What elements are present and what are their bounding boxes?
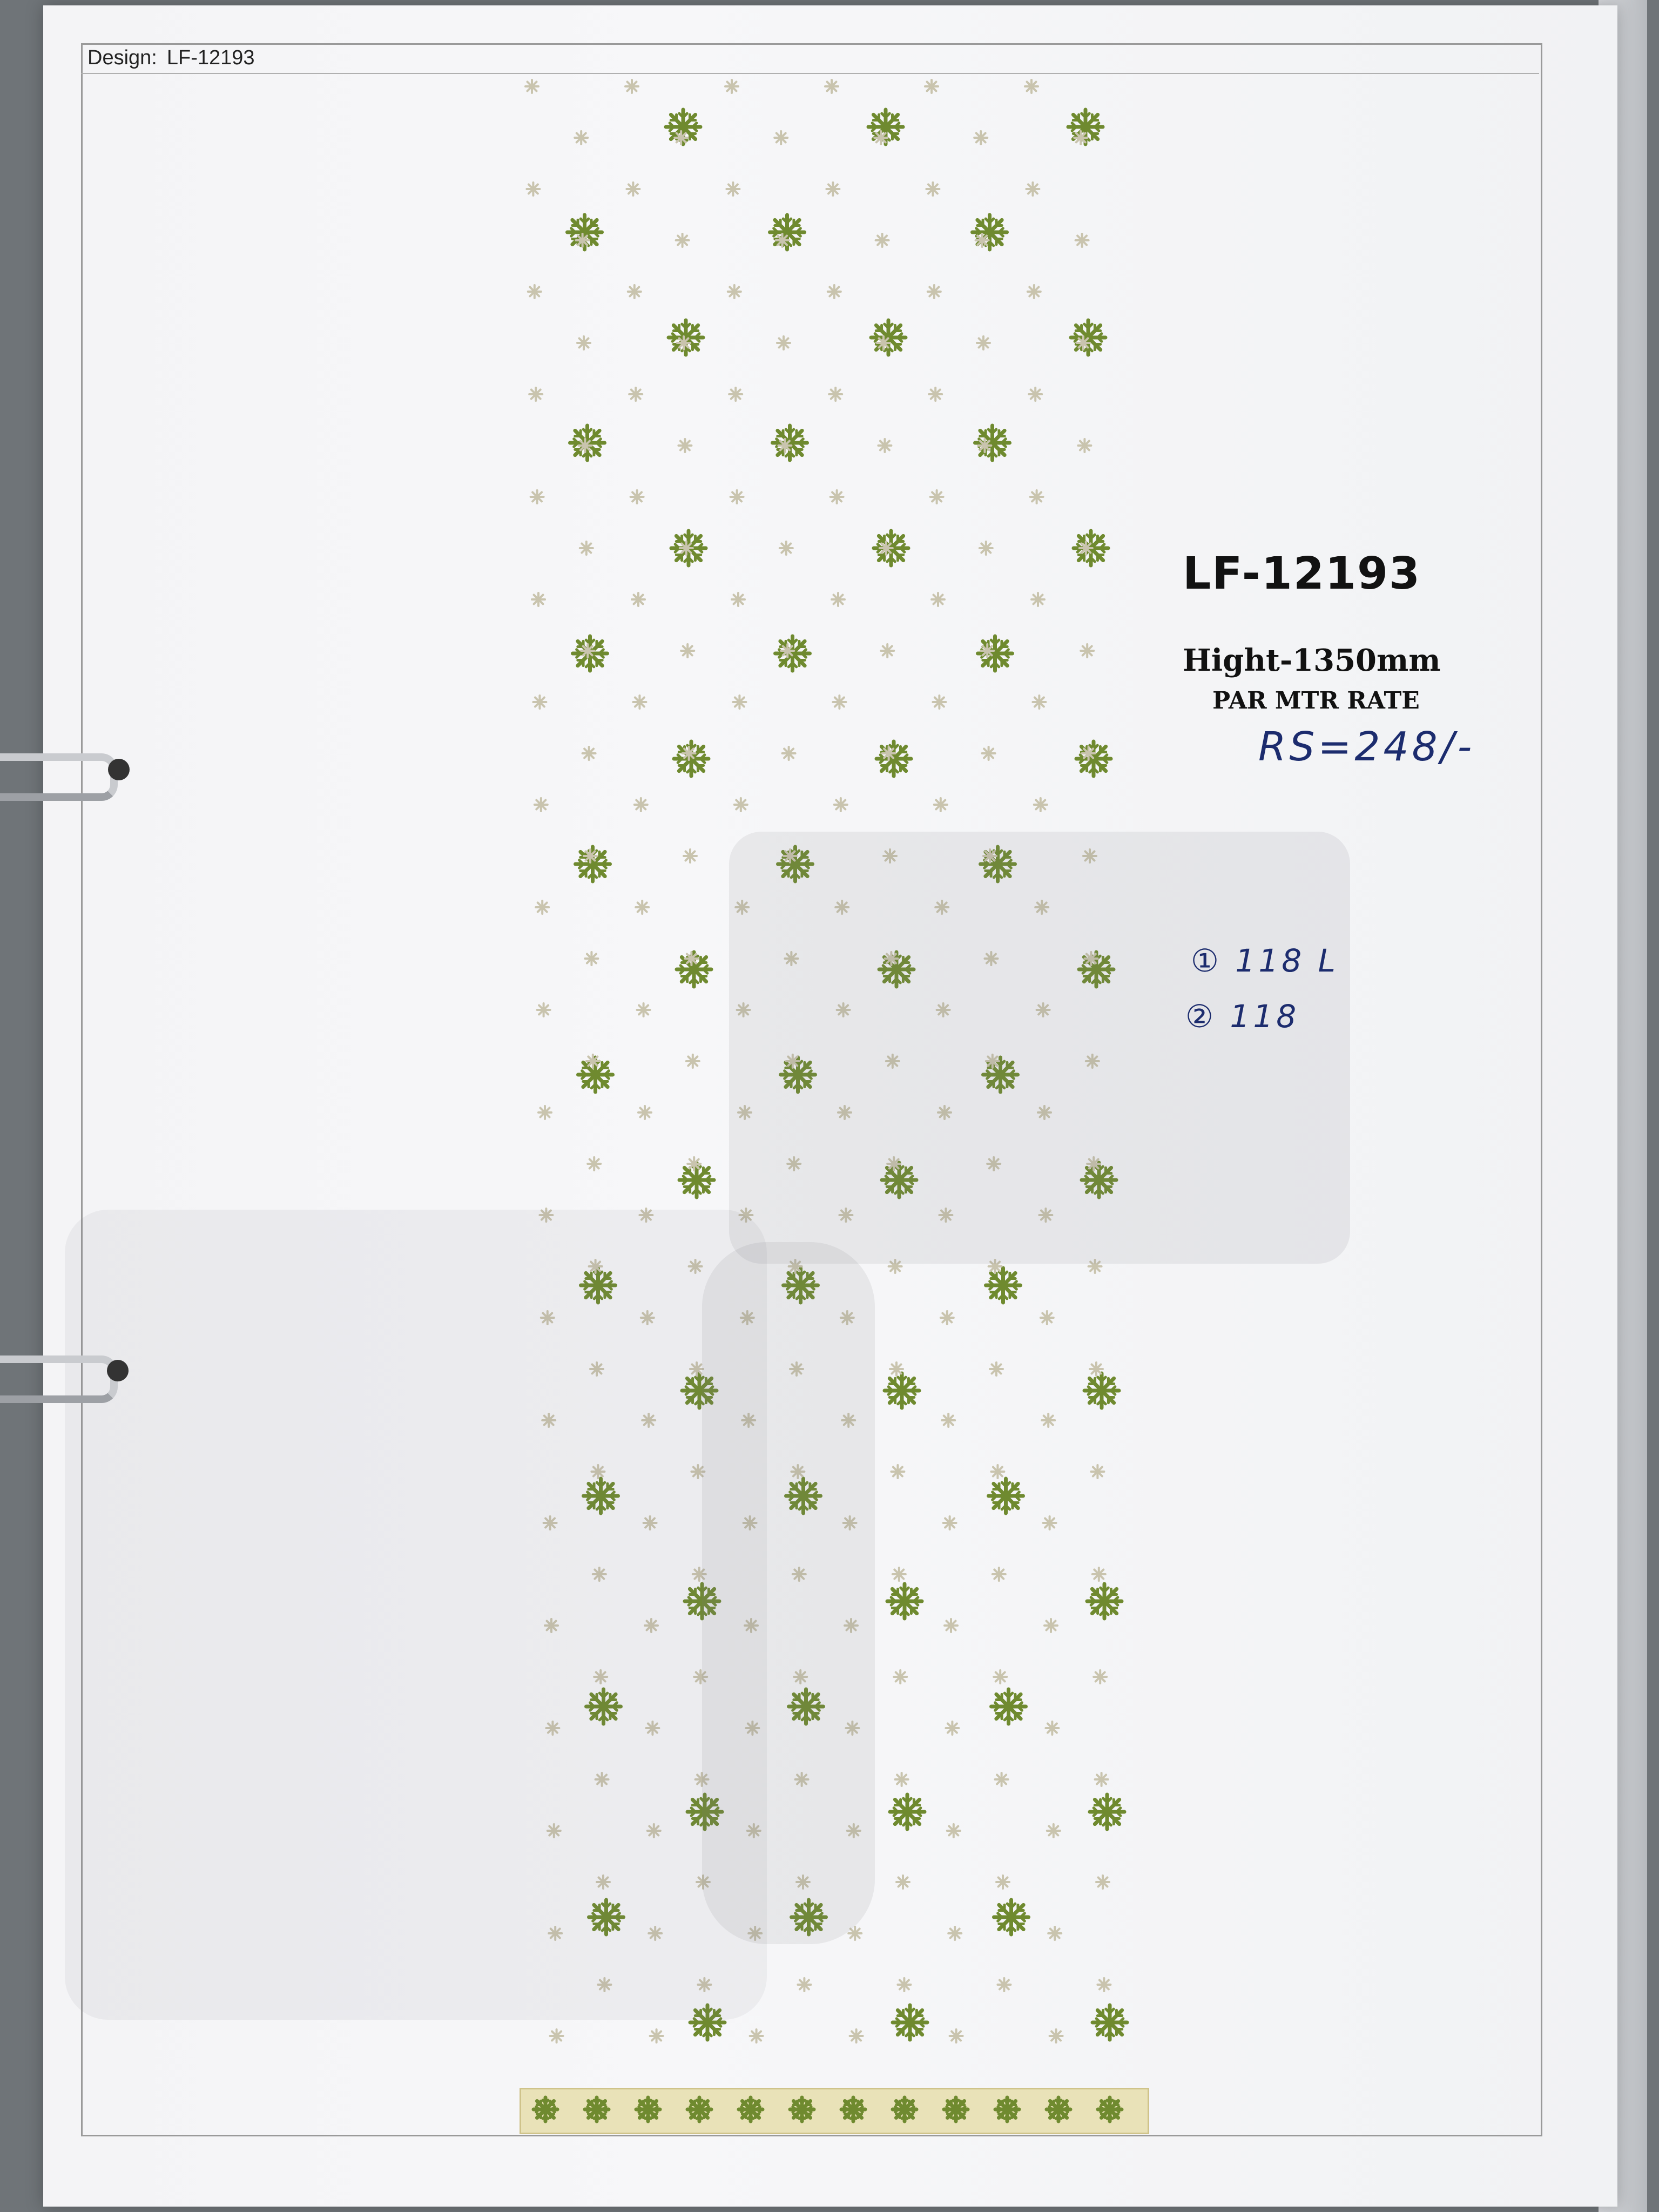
binder-ring-top [0,753,118,801]
strip-snowflake-icon [995,2098,1019,2121]
height-spec: Hight-1350mm [1183,643,1441,678]
strip-snowflake-icon [687,2098,711,2121]
punch-hole-top [108,759,130,780]
punch-hole-bottom [107,1360,129,1381]
rate-label: PAR MTR RATE [1212,687,1420,714]
strip-snowflake-icon [636,2098,660,2121]
strip-snowflake-icon [1098,2098,1122,2121]
hand-shadow [729,832,1350,1264]
binder-ring-bottom [0,1355,118,1403]
design-label: Design: [87,46,157,69]
design-code: LF-12193 [166,46,255,69]
strip-snowflake-icon [585,2098,609,2121]
product-code-title: LF-12193 [1183,548,1421,599]
handwritten-price: RS=248/- [1258,724,1475,770]
strip-snowflake-icon [534,2098,557,2121]
strip-snowflake-icon [1047,2098,1070,2121]
strip-snowflake-icon [790,2098,814,2121]
body-shadow [65,1210,767,2020]
strip-snowflake-icon [841,2098,865,2121]
handwritten-note-1: ① 118 L [1191,942,1339,979]
strip-snowflake-icon [893,2098,916,2121]
handwritten-note-2: ② 118 [1185,998,1300,1035]
strip-snowflake-icon [944,2098,968,2121]
strip-snowflake-icon [739,2098,763,2121]
